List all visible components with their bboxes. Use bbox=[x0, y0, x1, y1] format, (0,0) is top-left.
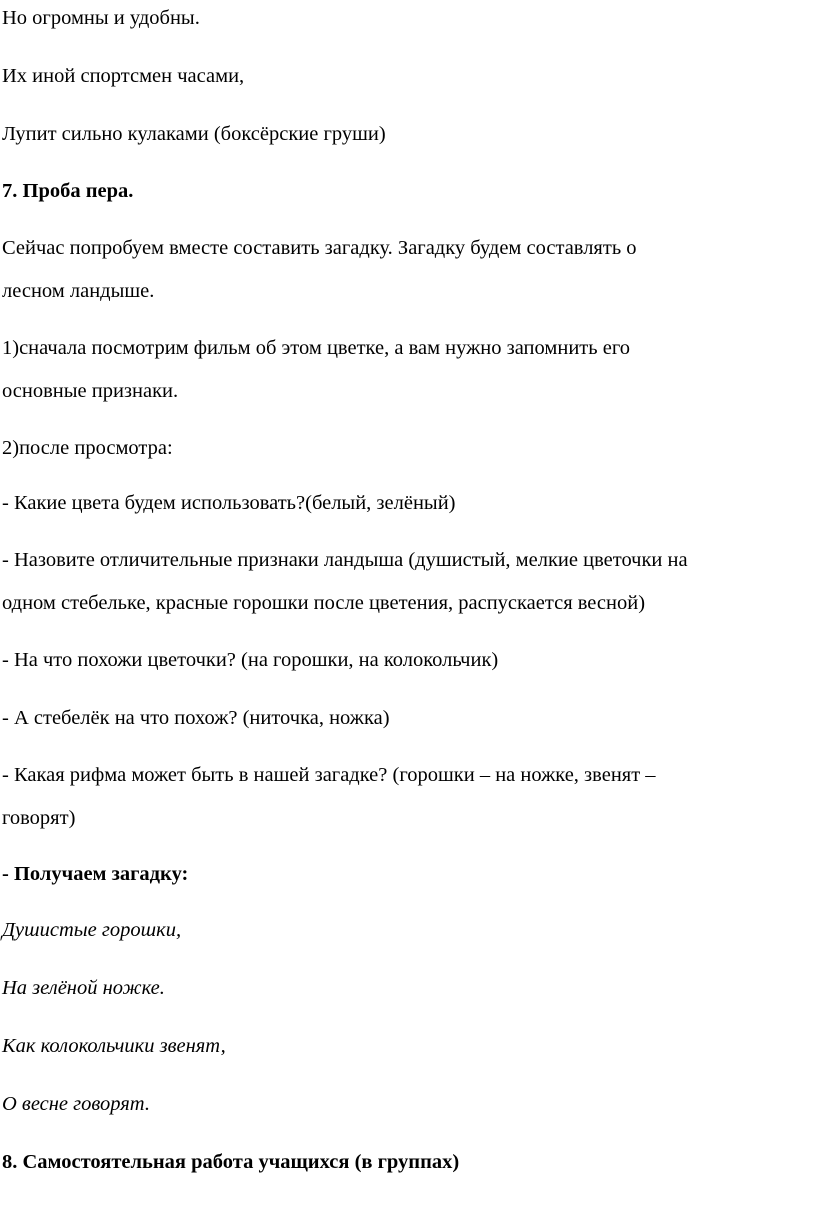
question-features-line-1: - Назовите отличительные признаки ландыша (душистый, мелкие цветочки на bbox=[2, 549, 688, 571]
question-rhyme-line-2: говорят) bbox=[2, 807, 76, 829]
riddle-line-1: Душистые горошки, bbox=[2, 919, 182, 941]
paragraph-intro-line-1: Сейчас попробуем вместе составить загадку. Загадку будем составлять о bbox=[2, 237, 637, 259]
section-heading-8: 8. Самостоятельная работа учащихся (в группах) bbox=[2, 1151, 460, 1173]
riddle-line-2: На зелёной ножке. bbox=[2, 977, 165, 999]
riddle-heading: - Получаем загадку: bbox=[2, 863, 189, 885]
question-stem: - А стебелёк на что похож? (ниточка, ножка) bbox=[2, 707, 390, 729]
step-1-line-1: 1)сначала посмотрим фильм об этом цветке, а вам нужно запомнить его bbox=[2, 337, 630, 359]
riddle-line-3: Как колокольчики звенят, bbox=[2, 1035, 226, 1057]
poem-line-1: Но огромны и удобны. bbox=[2, 7, 200, 29]
question-colors: - Какие цвета будем использовать?(белый, зелёный) bbox=[2, 492, 456, 514]
question-rhyme-line-1: - Какая рифма может быть в нашей загадке? (горошки – на ножке, звенят – bbox=[2, 764, 656, 786]
poem-line-3: Лупит сильно кулаками (боксёрские груши) bbox=[2, 123, 386, 145]
poem-line-2: Их иной спортсмен часами, bbox=[2, 65, 245, 87]
question-features-line-2: одном стебельке, красные горошки после цветения, распускается весной) bbox=[2, 592, 646, 614]
section-heading-7: 7. Проба пера. bbox=[2, 180, 134, 202]
paragraph-intro-line-2: лесном ландыше. bbox=[2, 280, 155, 302]
step-1-line-2: основные признаки. bbox=[2, 380, 179, 402]
riddle-line-4: О весне говорят. bbox=[2, 1093, 150, 1115]
step-2: 2)после просмотра: bbox=[2, 437, 173, 459]
question-flowers: - На что похожи цветочки? (на горошки, на колокольчик) bbox=[2, 649, 499, 671]
